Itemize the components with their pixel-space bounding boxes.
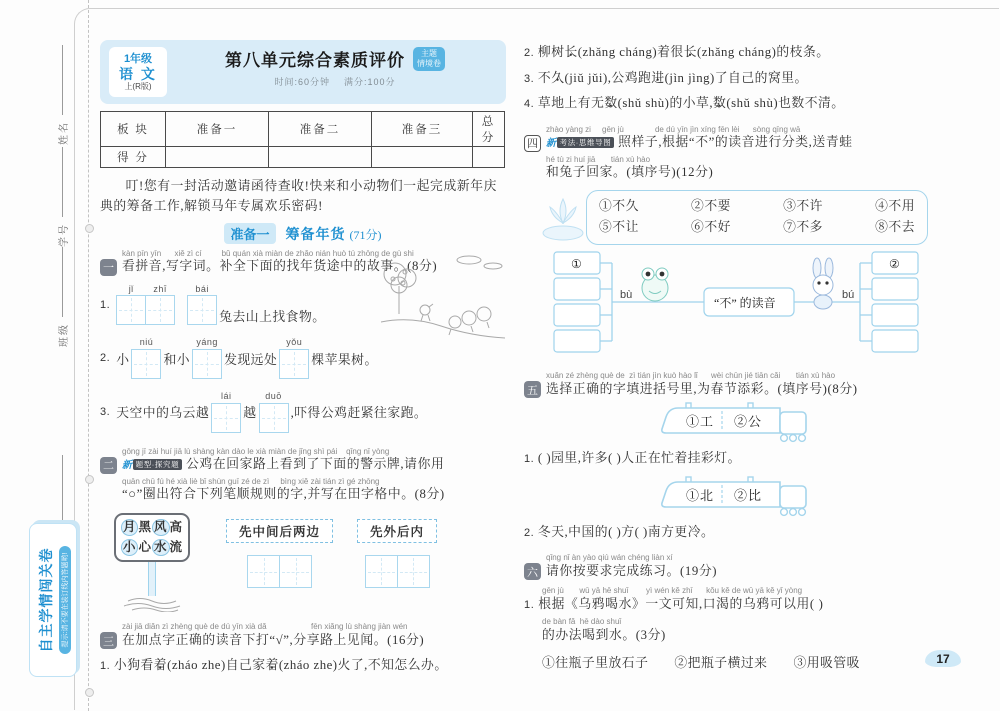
sign-pole bbox=[148, 562, 156, 596]
theme-badge bbox=[413, 47, 445, 71]
sign-line-1 bbox=[121, 518, 183, 537]
question-6-pinyin: qǐng nǐ àn yào qiú wán chéng liàn xí bbox=[546, 553, 673, 563]
q1-item-1 bbox=[100, 284, 385, 326]
q3-item-4-sentence bbox=[538, 96, 845, 110]
answer-box bbox=[554, 304, 600, 326]
pinyin-hint: yǒu bbox=[286, 337, 303, 348]
item-number: 3. bbox=[524, 72, 535, 85]
stroke-rule-group-1 bbox=[226, 519, 333, 588]
answer-box bbox=[872, 330, 918, 352]
du-marked-char: 着 • bbox=[266, 658, 279, 672]
tian-grid-cell bbox=[259, 403, 289, 433]
text-segment: (zhǎng cháng)着很 bbox=[577, 45, 684, 59]
subject-label: 语 文 bbox=[119, 65, 157, 82]
tian-grid-cell bbox=[279, 555, 312, 588]
question-1-text: 看拼音,写字词。补全下面的找年货途中的故事。(8分) bbox=[122, 259, 438, 274]
q6-item-1-pinyin-line2: de bàn fǎ hē dào shuǐ bbox=[542, 617, 622, 627]
bu4-label: bù bbox=[620, 289, 633, 301]
score-table-header: 准备三 bbox=[372, 112, 473, 147]
tian-grid-cell bbox=[247, 555, 280, 588]
du-marked-char: 长 • bbox=[684, 45, 697, 59]
question-4-pinyin-line2: hé tù zi huí jiā tián xù hào bbox=[546, 154, 651, 164]
pinyin-hint: bái bbox=[195, 283, 209, 294]
time-score-meta: 时间:60分钟 满分:100分 bbox=[274, 77, 396, 87]
text-segment: 小狗看 bbox=[113, 658, 154, 673]
score-table-header: 准备一 bbox=[166, 112, 269, 147]
answer-box bbox=[554, 278, 600, 300]
warning-sign-board bbox=[114, 513, 190, 562]
self-study-ribbon bbox=[29, 523, 77, 677]
left-column bbox=[100, 40, 506, 679]
student-number-field bbox=[55, 147, 69, 247]
score-table-header: 板 块 bbox=[101, 112, 166, 147]
circled-marked-char: 小 bbox=[122, 539, 137, 554]
text-segment: (zháo zhe)自己家 bbox=[167, 658, 266, 673]
answer-box bbox=[872, 304, 918, 326]
du-marked-char: 着 • bbox=[154, 658, 167, 672]
pinyin-hint: yáng bbox=[196, 337, 218, 348]
item-number: 1. bbox=[100, 660, 111, 673]
question-3-number-icon: 三 bbox=[100, 632, 117, 649]
rabbit-icon bbox=[813, 258, 833, 309]
score-table bbox=[100, 111, 505, 168]
text-segment: (zháo zhe)火了,不知怎么办。 bbox=[278, 658, 448, 673]
question-1-number-icon: 一 bbox=[100, 259, 117, 276]
ribbon-title: 自主学情闯关卷 bbox=[37, 547, 54, 653]
train-option-right: ②比 bbox=[734, 487, 763, 503]
stroke-rule-label: 先中间后两边 bbox=[226, 519, 333, 543]
tian-grid-cell bbox=[145, 295, 175, 325]
tian-grid-cell bbox=[131, 349, 161, 379]
page-number: 17 bbox=[925, 650, 961, 667]
text-segment: 心 bbox=[138, 539, 152, 554]
right-column bbox=[524, 40, 948, 671]
paper-header bbox=[100, 40, 506, 104]
section-tab: 准备一 bbox=[224, 223, 275, 244]
name-field-label: 姓名 bbox=[58, 121, 70, 145]
option: ⑦不多 bbox=[783, 220, 823, 235]
option: ③不许 bbox=[783, 198, 823, 213]
option: ⑥不好 bbox=[691, 220, 731, 235]
school-field-line bbox=[62, 455, 63, 525]
name-field-line bbox=[62, 45, 63, 115]
bu-pronunciation-mindmap bbox=[536, 249, 936, 363]
flower-ornament bbox=[85, 224, 94, 233]
new-type-badge-prefix: 新 bbox=[122, 460, 133, 472]
score-cell-empty bbox=[269, 147, 372, 168]
item-number: 4. bbox=[524, 98, 535, 111]
du-marked-char: 长 • bbox=[564, 45, 577, 59]
text-segment: 棵苹果树。 bbox=[311, 352, 378, 367]
du-marked-char: 久 • bbox=[551, 71, 564, 85]
intro-paragraph: 叮!您有一封活动邀请函待查收!快来和小动物们一起完成新年庆典的筹备工作,解锁马年专属欢乐密码! bbox=[100, 179, 498, 213]
new-year-goods-illustration bbox=[381, 252, 505, 352]
q3-item-2-sentence bbox=[538, 45, 830, 59]
question-5-pinyin: xuǎn zé zhèng què de zì tián jìn kuò hào lǐ wèi chūn jié tiān cǎi tián xù hào bbox=[546, 371, 836, 380]
tian-grid-cell bbox=[279, 349, 309, 379]
pinyin-hint: zhī bbox=[153, 283, 167, 294]
new-method-badge-prefix: 新 bbox=[546, 138, 557, 150]
circled-marked-char: 月 bbox=[122, 520, 137, 535]
option: ①往瓶子里放石子 bbox=[542, 655, 649, 670]
student-number-field-line bbox=[62, 147, 63, 217]
grade-label: 1年级 bbox=[123, 53, 153, 66]
option: ⑧不去 bbox=[875, 220, 915, 235]
text-segment: (shǔ shù)的小草, bbox=[617, 96, 714, 111]
q3-item-1-sentence bbox=[114, 658, 448, 672]
pinyin-hint: jǐ bbox=[128, 283, 134, 294]
text-segment: ,吓得公鸡赶紧往家跑。 bbox=[290, 406, 428, 421]
question-3 bbox=[100, 622, 506, 649]
text-segment: 和小 bbox=[163, 352, 191, 367]
option-row-2 bbox=[599, 217, 915, 239]
question-4-text-line2: 和兔子回家。(填序号)(12分) bbox=[546, 165, 714, 180]
question-4-pinyin-line1: zhào yàng zi gēn jù de dú yīn jìn xíng fēn lèi sòng qīng wā bbox=[546, 124, 801, 134]
train-shape bbox=[656, 476, 816, 518]
class-field-line bbox=[62, 247, 63, 317]
question-3-pinyin: zài jiā diǎn zì zhèng què de dú yīn xià dǎ fēn xiǎng lù shàng jiàn wén bbox=[122, 622, 408, 632]
question-4 bbox=[524, 125, 948, 182]
text-segment: 流 bbox=[169, 539, 184, 554]
question-2 bbox=[100, 447, 506, 504]
item-number: 2. bbox=[524, 526, 535, 539]
item-number: 1. bbox=[100, 298, 111, 311]
question-5-number-icon: 五 bbox=[524, 381, 541, 398]
score-cell-empty bbox=[372, 147, 473, 168]
answer-box bbox=[872, 278, 918, 300]
theme-badge-bottom: 情境卷 bbox=[417, 58, 441, 68]
student-number-field-label: 学号 bbox=[58, 223, 70, 247]
text-segment: 不 bbox=[537, 70, 552, 85]
du-marked-char: 数 • bbox=[604, 96, 617, 110]
pinyin-hint: lái bbox=[221, 391, 232, 402]
tian-grid-cell bbox=[187, 295, 217, 325]
q5-item-2 bbox=[524, 520, 948, 546]
q3-item-3-sentence bbox=[538, 71, 808, 85]
section-score: (71分) bbox=[349, 227, 382, 242]
option: ②把瓶子横过来 bbox=[674, 655, 768, 670]
text-segment: 高 bbox=[169, 520, 184, 535]
train-option-left: ①工 bbox=[686, 414, 715, 429]
warning-signpost bbox=[102, 513, 202, 612]
question-2-text-line2: “○”圈出符合下列笔顺规则的字,并写在田字格中。(8分) bbox=[122, 487, 445, 502]
q6-item-1 bbox=[524, 586, 948, 644]
train-option-left: ①北 bbox=[686, 487, 715, 503]
text-segment: 黑 bbox=[138, 520, 152, 535]
q5-item-1-text: ( )园里,许多( )人正在忙着挂彩灯。 bbox=[537, 451, 741, 465]
flower-ornament bbox=[85, 688, 94, 697]
question-2-pinyin-line1: gōng jī zài huí jiā lù shàng kàn dào le xià miàn de jǐng shì pái qǐng nǐ yòng bbox=[122, 446, 390, 456]
bu2-label: bú bbox=[842, 289, 855, 301]
water-ripple bbox=[120, 596, 184, 612]
question-3-text: 在加点字正确的读音下打“√”,分享路上见闻。(16分) bbox=[122, 632, 425, 647]
tian-grid-cell bbox=[211, 403, 241, 433]
q3-item-4 bbox=[524, 91, 948, 117]
question-6 bbox=[524, 553, 948, 580]
text-segment: (shǔ shù)也数不清。 bbox=[726, 96, 845, 111]
text-segment: 柳树 bbox=[537, 45, 565, 59]
q1-item-1-text: 兔去山上找食物。 bbox=[219, 310, 326, 325]
option: ②不要 bbox=[691, 198, 731, 213]
q5-item-1 bbox=[524, 446, 948, 472]
item-number: 2. bbox=[100, 352, 111, 365]
q3-item-3 bbox=[524, 66, 948, 92]
answer-box bbox=[554, 330, 600, 352]
q3-item-2 bbox=[524, 40, 948, 66]
text-segment: 草地上有无 bbox=[537, 96, 605, 111]
edition-label: 上(R版) bbox=[124, 81, 152, 91]
sign-line-2 bbox=[121, 538, 183, 557]
pinyin-hint: niú bbox=[139, 337, 154, 348]
example-answer-left: ① bbox=[571, 257, 582, 271]
text-segment: (jiǔ jǔi),公鸡跑 bbox=[564, 70, 652, 85]
question-2-pinyin-line2: quān chū fú hé xià liè bǐ shùn guī zé de zì bìng xiě zài tián zì gé zhōng bbox=[122, 476, 380, 486]
option-row-1 bbox=[599, 196, 915, 218]
example-answer-right: ② bbox=[889, 257, 900, 271]
pinyin-hint: duō bbox=[265, 391, 282, 402]
question-1-pinyin: kàn pīn yīn xiě zì cí bǔ quán xià miàn de zhǎo nián huò tú zhōng de gù shi bbox=[122, 248, 414, 258]
class-field-label: 班级 bbox=[58, 323, 70, 347]
question-2-number-icon: 二 bbox=[100, 457, 117, 474]
question-6-text: 请你按要求完成练习。(19分) bbox=[546, 563, 718, 578]
text-segment: 小 bbox=[116, 352, 130, 367]
du-marked-char: 数 • bbox=[713, 96, 726, 110]
tian-grid-cell bbox=[192, 349, 222, 379]
grade-box bbox=[109, 47, 167, 97]
question-6-number-icon: 六 bbox=[524, 563, 541, 580]
theme-badge-top: 主题 bbox=[421, 48, 437, 58]
class-field bbox=[55, 247, 69, 347]
tian-grid-cell bbox=[116, 295, 146, 325]
ribbon-hint: 提示:请不要在装订线内答题哟! bbox=[59, 546, 71, 655]
score-table-header: 准备二 bbox=[269, 112, 372, 147]
text-segment: (zhǎng cháng)的枝条。 bbox=[697, 45, 830, 59]
binding-dashed-line bbox=[88, 0, 89, 711]
score-cell-empty bbox=[473, 147, 505, 168]
question-5 bbox=[524, 371, 948, 398]
section-header bbox=[100, 223, 506, 244]
du-marked-char: 进 • bbox=[651, 71, 664, 85]
new-method-badge: 考法·思维导图 bbox=[557, 137, 615, 148]
q3-item-1 bbox=[100, 653, 506, 679]
item-number: 1. bbox=[524, 598, 535, 611]
frog-icon bbox=[642, 268, 668, 301]
bu-words-option-box bbox=[586, 190, 928, 246]
option: ⑤不让 bbox=[599, 220, 639, 235]
q6-option-line bbox=[542, 652, 948, 671]
tian-grid-cell bbox=[365, 555, 398, 588]
paper-title: 第八单元综合素质评价 bbox=[225, 51, 405, 70]
score-table-header: 总 分 bbox=[473, 112, 505, 147]
score-row-label: 得 分 bbox=[101, 147, 166, 168]
name-field bbox=[55, 45, 69, 145]
train-option-right: ②公 bbox=[734, 414, 763, 429]
flower-ornament bbox=[85, 475, 94, 484]
option: ③用吸管吸 bbox=[793, 655, 860, 670]
train-option-1 bbox=[524, 402, 948, 444]
lotus-ornament bbox=[540, 193, 586, 241]
new-type-badge: 题型·探究题 bbox=[133, 459, 183, 470]
train-shape bbox=[656, 402, 816, 444]
q2-work-area bbox=[102, 513, 506, 612]
question-5-text: 选择正确的字填进括号里,为春节添彩。(填序号)(8分) bbox=[546, 381, 858, 396]
option: ④不用 bbox=[875, 198, 915, 213]
text-segment: 越 bbox=[243, 406, 257, 421]
circled-marked-char: 风 bbox=[154, 520, 168, 535]
question-4-text-line1: 照样子,根据“不”的读音进行分类,送青蛙 bbox=[618, 135, 853, 150]
question-2-text-line1: 公鸡在回家路上看到了下面的警示牌,请你用 bbox=[186, 457, 445, 472]
score-cell-empty bbox=[166, 147, 269, 168]
circled-marked-char: 水 bbox=[154, 539, 168, 554]
tian-grid-cell bbox=[397, 555, 430, 588]
stroke-rule-label: 先外后内 bbox=[357, 519, 437, 543]
stroke-rule-group-2 bbox=[357, 519, 437, 588]
train-option-2 bbox=[524, 476, 948, 518]
item-number: 1. bbox=[524, 453, 535, 465]
q1-item-3 bbox=[100, 391, 506, 433]
text-segment: (jìn jìng)了自己的窝里。 bbox=[664, 70, 808, 85]
q1-item-2 bbox=[100, 337, 385, 379]
item-number: 3. bbox=[100, 405, 111, 418]
q6-item-1-text-line1: 根据《乌鸦喝水》一文可知,口渴的乌鸦可以用( ) bbox=[538, 596, 824, 611]
q5-item-2-text: 冬天,中国的( )方( )南方更冷。 bbox=[537, 524, 715, 539]
item-number: 2. bbox=[524, 47, 535, 59]
section-title: 筹备年货 bbox=[285, 227, 346, 243]
q6-item-1-text-line2: 的办法喝到水。(3分) bbox=[542, 627, 666, 642]
question-4-number-icon: 四 bbox=[524, 135, 541, 152]
text-segment: 发现远处 bbox=[224, 352, 278, 367]
text-segment: 天空中的乌云越 bbox=[116, 406, 210, 421]
q6-item-1-pinyin-line1: gēn jù wū yā hē shuǐ yì wén kě zhī kǒu kě de wū yā kě yǐ yòng bbox=[542, 586, 803, 596]
mindmap-center-label: “不” 的读音 bbox=[714, 296, 776, 310]
option: ①不久 bbox=[599, 198, 639, 213]
